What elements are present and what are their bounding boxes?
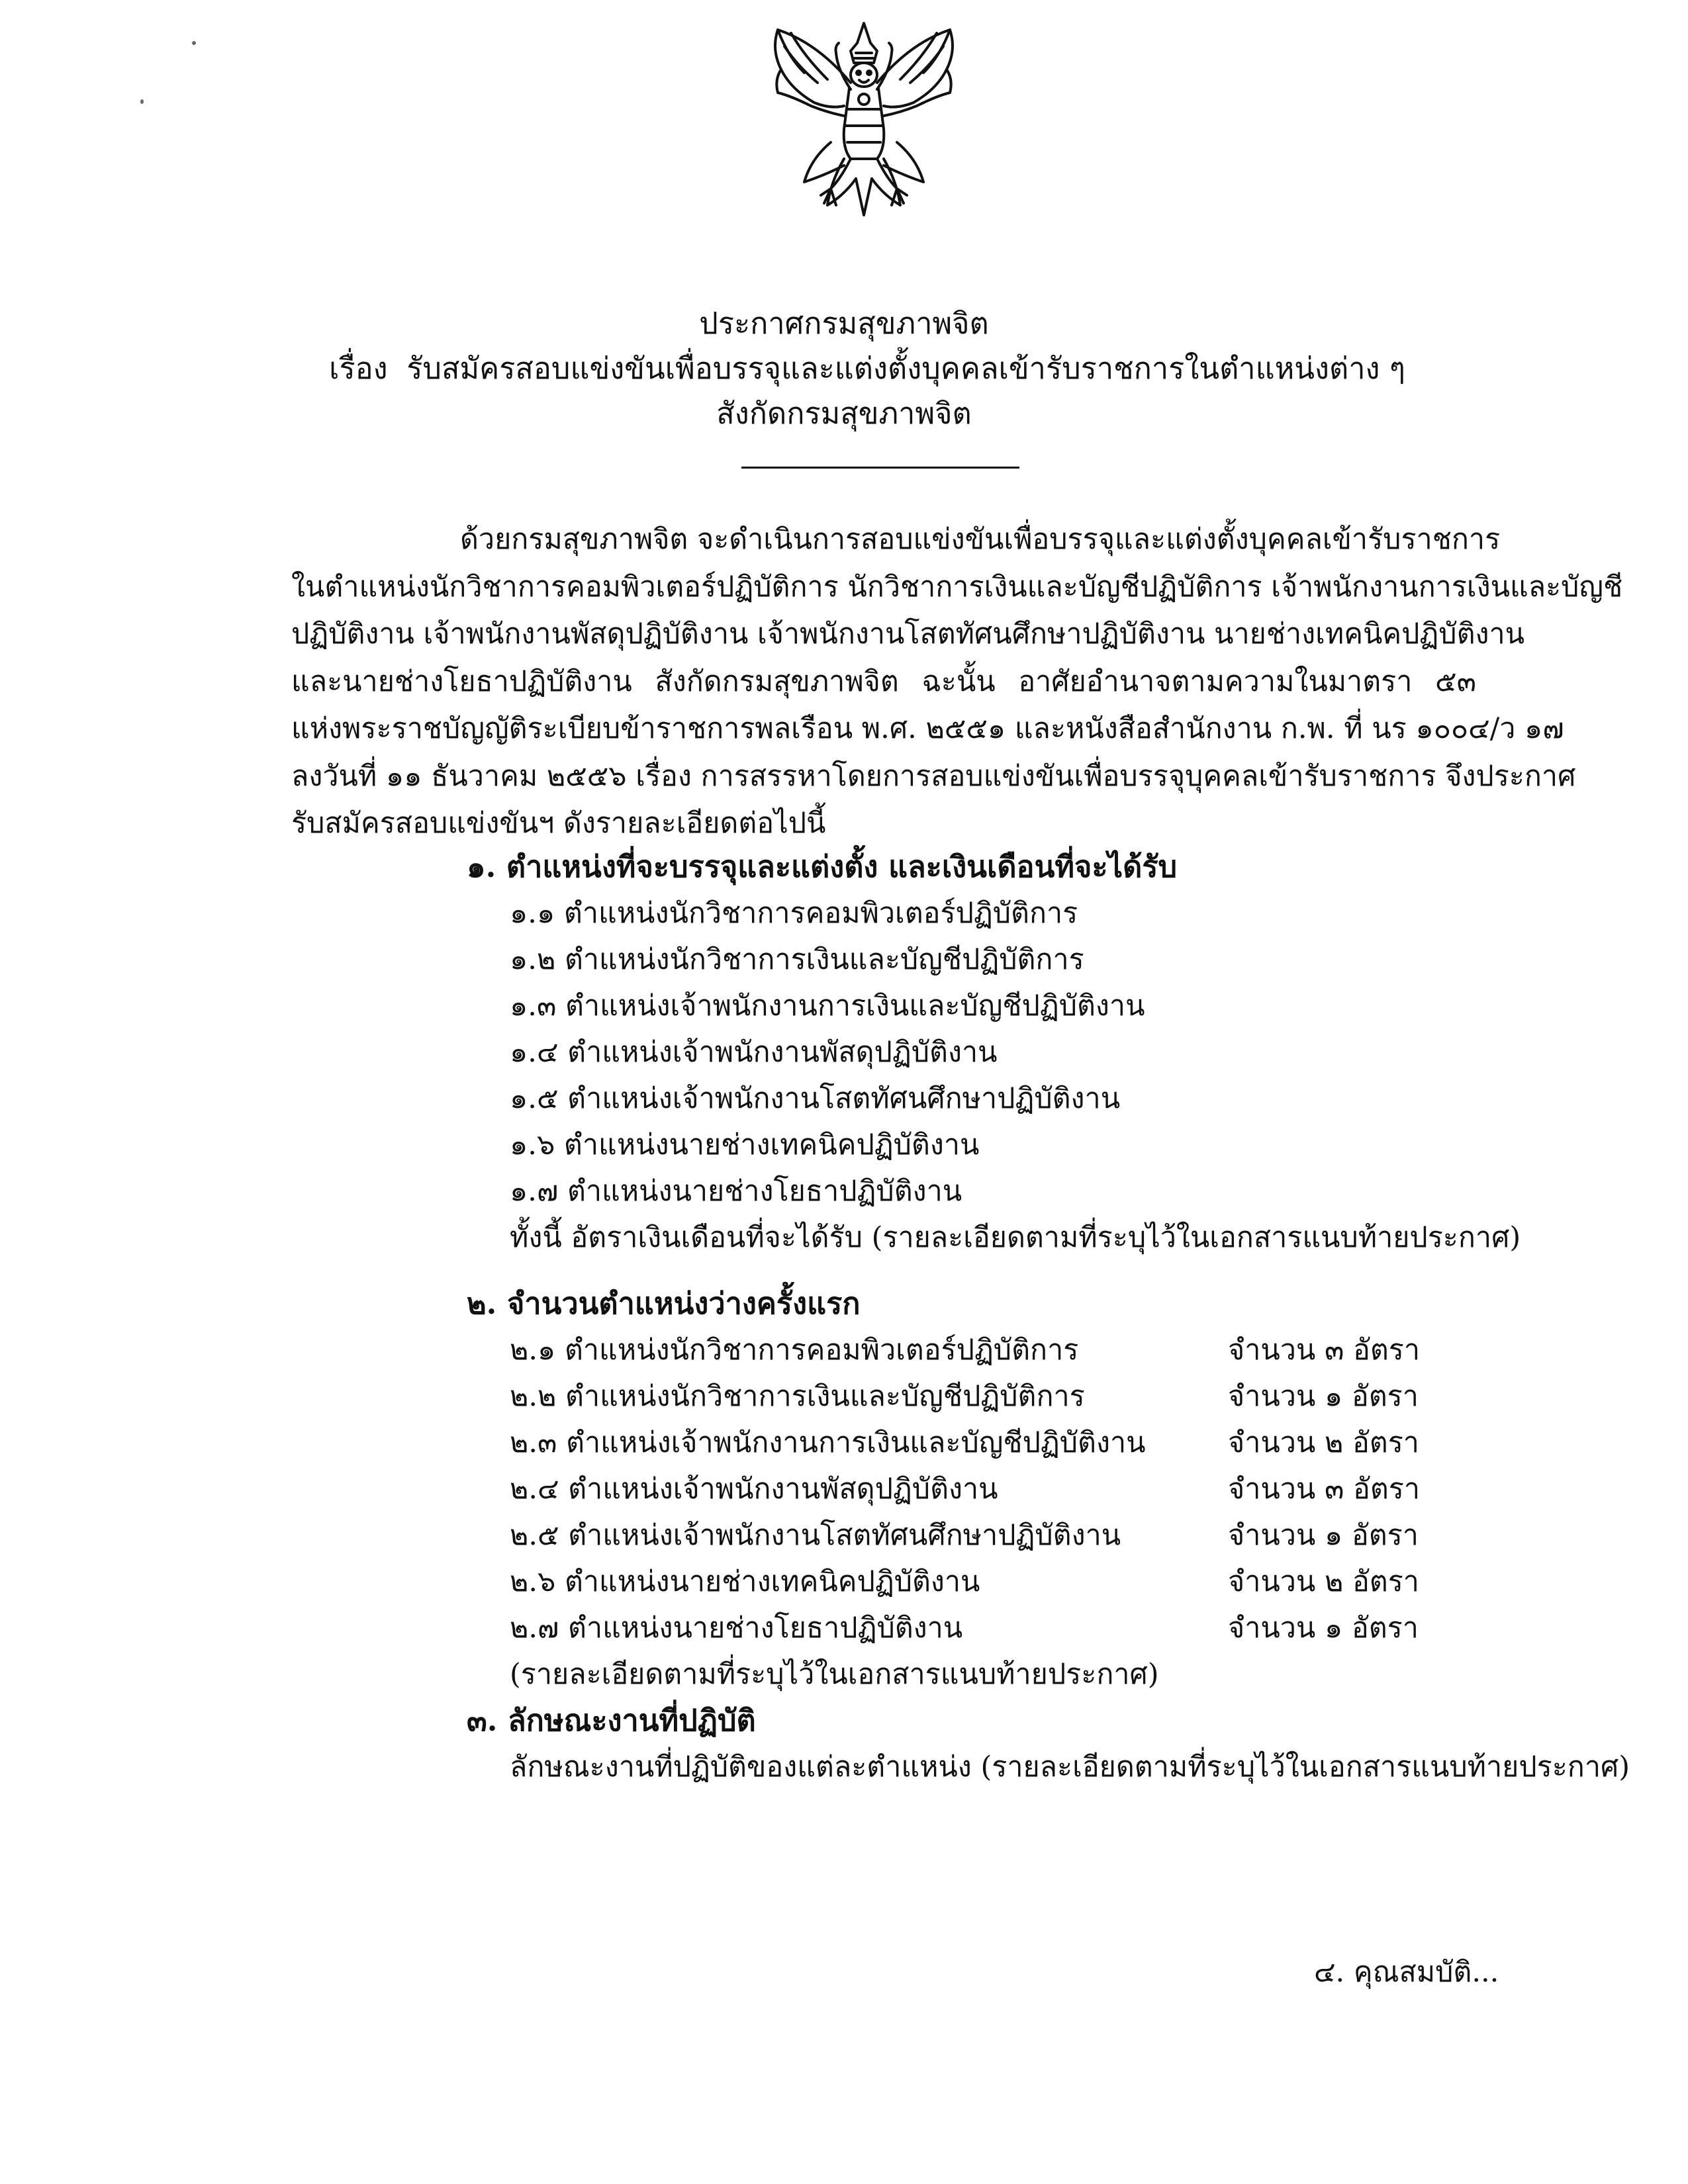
section-2-item: ๒.๗ ตำแหน่งนายช่างโยธาปฏิบัติงาน: [510, 1612, 963, 1645]
scan-speck: [140, 99, 144, 104]
intro-line: ในตำแหน่งนักวิชาการคอมพิวเตอร์ปฏิบัติการ นักวิชาการเงินและบัญชีปฏิบัติการ เจ้าพนักงานการเงินและบัญชี: [291, 570, 1623, 604]
section-1-item: ๑.๕ ตำแหน่งเจ้าพนักงานโสตทัศนศึกษาปฏิบัติงาน: [510, 1082, 1121, 1115]
intro-line: ด้วยกรมสุขภาพจิต จะดำเนินการสอบแข่งขันเพื่อบรรจุและแต่งตั้งบุคคลเข้ารับราชการ: [460, 523, 1501, 556]
section-2-item: ๒.๑ ตำแหน่งนักวิชาการคอมพิวเตอร์ปฏิบัติการ: [510, 1334, 1079, 1367]
section-1-heading: ๑. ตำแหน่งที่จะบรรจุและแต่งตั้ง และเงินเดือนที่จะได้รับ: [467, 849, 1178, 884]
subject-label: เรื่อง: [329, 351, 388, 386]
section-2-item: ๒.๒ ตำแหน่งนักวิชาการเงินและบัญชีปฏิบัติการ: [510, 1380, 1085, 1413]
section-1-item: ๑.๗ ตำแหน่งนายช่างโยธาปฏิบัติงาน: [510, 1175, 962, 1208]
section-2-item: ๒.๓ ตำแหน่งเจ้าพนักงานการเงินและบัญชีปฏิบัติงาน: [510, 1426, 1146, 1459]
intro-line: ลงวันที่ ๑๑ ธันวาคม ๒๕๕๖ เรื่อง การสรรหาโดยการสอบแข่งขันเพื่อบรรจุบุคคลเข้ารับราชการ จึงประกาศ: [291, 759, 1576, 793]
section-2-heading: ๒. จำนวนตำแหน่งว่างครั้งแรก: [467, 1286, 861, 1321]
section-2-item-count: จำนวน ๑ อัตรา: [1228, 1519, 1419, 1552]
section-3-heading: ๓. ลักษณะงานที่ปฏิบัติ: [467, 1703, 756, 1738]
section-2-item: ๒.๔ ตำแหน่งเจ้าพนักงานพัสดุปฏิบัติงาน: [510, 1473, 998, 1506]
section-1-item: ๑.๓ ตำแหน่งเจ้าพนักงานการเงินและบัญชีปฏิบัติงาน: [510, 989, 1145, 1023]
section-2-item-count: จำนวน ๑ อัตรา: [1228, 1612, 1419, 1645]
section-2-item-count: จำนวน ๒ อัตรา: [1228, 1426, 1419, 1459]
announcement-title: ประกาศกรมสุขภาพจิต: [699, 306, 989, 341]
scan-speck: [192, 41, 196, 45]
section-1-item: ๑.๔ ตำแหน่งเจ้าพนักงานพัสดุปฏิบัติงาน: [510, 1036, 998, 1069]
intro-line: ปฏิบัติงาน เจ้าพนักงานพัสดุปฏิบัติงาน เจ้าพนักงานโสตทัศนศึกษาปฏิบัติงาน นายช่างเทคนิคปฏิบัติงาน: [291, 617, 1525, 651]
announcement-subject: [23, 346, 1688, 391]
section-3-body: ลักษณะงานที่ปฏิบัติของแต่ละตำแหน่ง (รายละเอียดตามที่ระบุไว้ในเอกสารแนบท้ายประกาศ): [510, 1751, 1630, 1784]
announcement-affiliation: สังกัดกรมสุขภาพจิต: [716, 396, 972, 431]
section-2-item: ๒.๖ ตำแหน่งนายช่างเทคนิคปฏิบัติงาน: [510, 1565, 980, 1598]
section-1-item: ๑.๖ ตำแหน่งนายช่างเทคนิคปฏิบัติงาน: [510, 1128, 980, 1161]
announcement-title-block: [0, 301, 1688, 436]
intro-line: และนายช่างโยธาปฏิบัติงาน สังกัดกรมสุขภาพจิต ฉะนั้น อาศัยอำนาจตามความในมาตรา ๕๓: [291, 664, 1476, 698]
section-2-item-count: จำนวน ๒ อัตรา: [1228, 1565, 1419, 1598]
section-2-item-count: จำนวน ๑ อัตรา: [1228, 1380, 1419, 1413]
section-2-item: ๒.๕ ตำแหน่งเจ้าพนักงานโสตทัศนศึกษาปฏิบัติงาน: [510, 1519, 1121, 1552]
garuda-emblem-icon: [751, 17, 976, 228]
section-1-item: ๑.๒ ตำแหน่งนักวิชาการเงินและบัญชีปฏิบัติการ: [510, 943, 1084, 976]
section-2-item-count: จำนวน ๓ อัตรา: [1228, 1473, 1420, 1506]
intro-line: แห่งพระราชบัญญัติระเบียบข้าราชการพลเรือน พ.ศ. ๒๕๕๑ และหนังสือสำนักงาน ก.พ. ที่ นร ๑๐๐๔/ว ๑๗: [291, 712, 1564, 745]
section-1-note: ทั้งนี้ อัตราเงินเดือนที่จะได้รับ (รายละเอียดตามที่ระบุไว้ในเอกสารแนบท้ายประกาศ): [510, 1221, 1521, 1254]
section-2-item-count: จำนวน ๓ อัตรา: [1228, 1334, 1420, 1367]
title-divider: [741, 467, 1019, 469]
subject-text: รับสมัครสอบแข่งขันเพื่อบรรจุและแต่งตั้งบุคคลเข้ารับราชการในตำแหน่งต่าง ๆ: [406, 351, 1405, 386]
section-2-note: (รายละเอียดตามที่ระบุไว้ในเอกสารแนบท้ายประกาศ): [510, 1658, 1159, 1691]
continued-on-next-page: ๔. คุณสมบัติ...: [1314, 1956, 1499, 1989]
intro-line: รับสมัครสอบแข่งขันฯ ดังรายละเอียดต่อไปนี้: [291, 807, 826, 840]
section-1-item: ๑.๑ ตำแหน่งนักวิชาการคอมพิวเตอร์ปฏิบัติการ: [510, 897, 1078, 930]
intro-paragraph: [291, 516, 1623, 848]
